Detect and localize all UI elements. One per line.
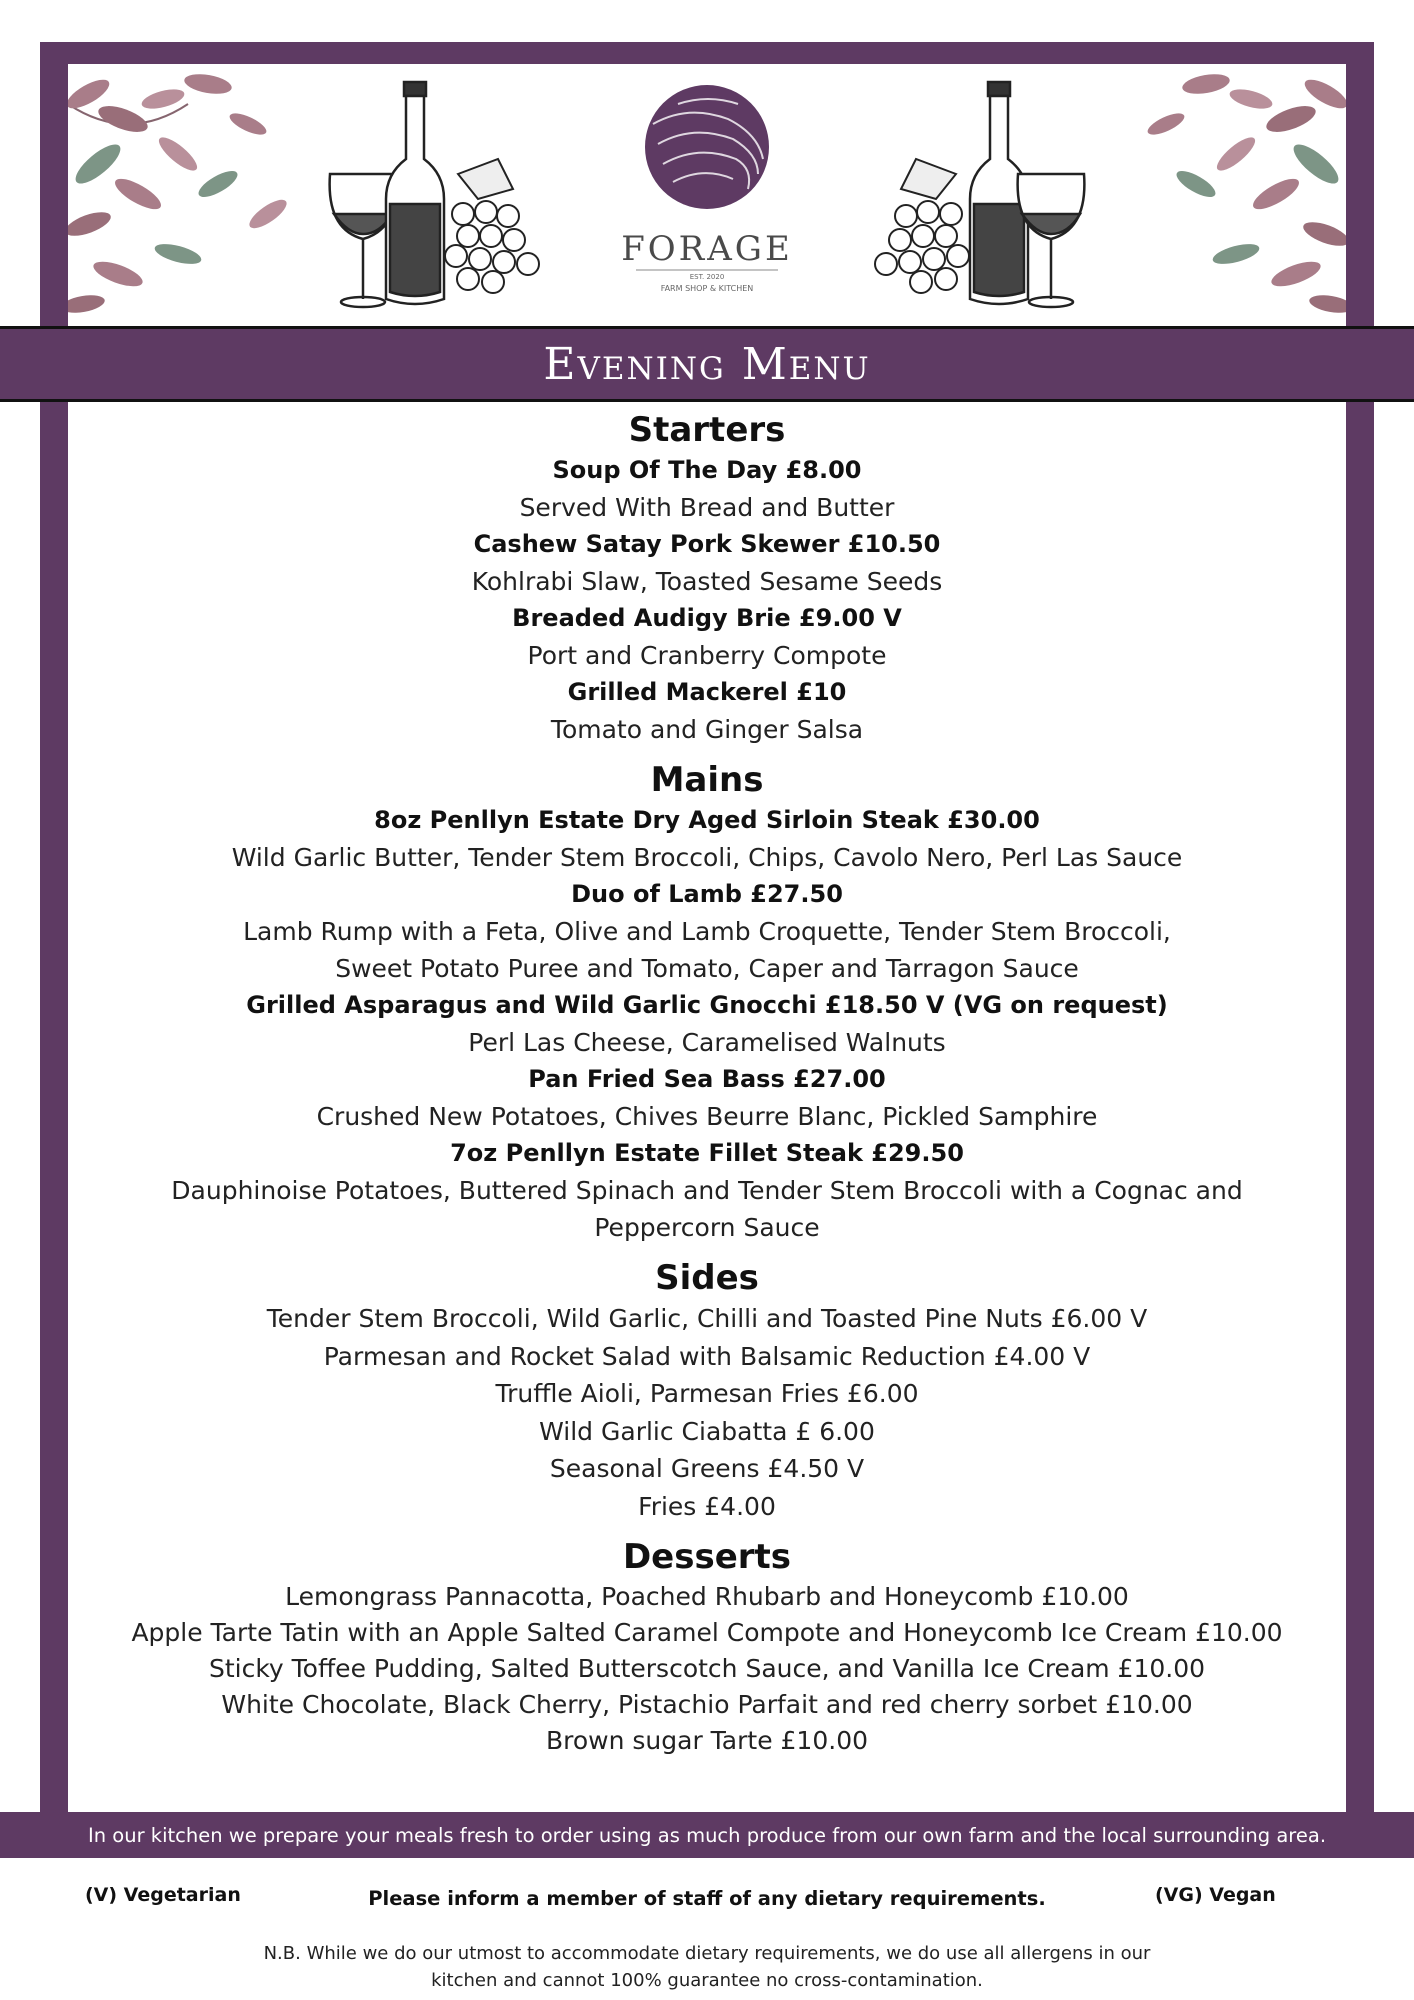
dessert-item: Lemongrass Pannacotta, Poached Rhubarb and Honeycomb £10.00 bbox=[285, 1582, 1129, 1611]
forage-logo bbox=[621, 85, 793, 293]
logo-tagline-text: FARM SHOP & KITCHEN bbox=[660, 284, 754, 293]
starter-item bbox=[68, 674, 1346, 748]
starter-item bbox=[68, 600, 1346, 674]
header-illustration bbox=[68, 64, 1346, 326]
footer-band-text: In our kitchen we prepare your meals fresh to order using as much produce from our own farm and the local surrounding area. bbox=[87, 1823, 1327, 1847]
section-title-sides: Sides bbox=[655, 1258, 759, 1298]
side-item: Tender Stem Broccoli, Wild Garlic, Chilli and Toasted Pine Nuts £6.00 V bbox=[266, 1304, 1148, 1333]
disclaimer-line: kitchen and cannot 100% guarantee no cross-contamination. bbox=[431, 1970, 983, 1991]
dish-name: Grilled Asparagus and Wild Garlic Gnocchi £18.50 V (VG on request) bbox=[246, 991, 1168, 1019]
dish-name: Breaded Audigy Brie £9.00 V bbox=[512, 604, 902, 632]
dessert-item: Apple Tarte Tatin with an Apple Salted Caramel Compote and Honeycomb Ice Cream £10.00 bbox=[131, 1618, 1283, 1647]
dish-description-continued: Peppercorn Sauce bbox=[594, 1213, 820, 1242]
dish-name: 7oz Penllyn Estate Fillet Steak £29.50 bbox=[450, 1139, 964, 1167]
dish-name: Grilled Mackerel £10 bbox=[567, 678, 847, 706]
menu-content bbox=[68, 408, 1346, 1759]
left-foliage-decoration bbox=[68, 71, 291, 316]
main-item bbox=[68, 802, 1346, 876]
frame-left-border bbox=[40, 42, 68, 1812]
right-foliage-decoration bbox=[1145, 71, 1346, 316]
dish-description: Lamb Rump with a Feta, Olive and Lamb Croquette, Tender Stem Broccoli, bbox=[243, 917, 1171, 946]
frame-top-border bbox=[40, 42, 1374, 64]
dish-description: Perl Las Cheese, Caramelised Walnuts bbox=[468, 1028, 946, 1057]
side-item: Wild Garlic Ciabatta £ 6.00 bbox=[539, 1416, 875, 1446]
dessert-item: White Chocolate, Black Cherry, Pistachio Parfait and red cherry sorbet £10.00 bbox=[221, 1690, 1193, 1719]
section-title-starters: Starters bbox=[628, 410, 786, 450]
starter-item bbox=[68, 526, 1346, 600]
left-wine-bottle-icon bbox=[386, 82, 444, 304]
logo-established-text: EST. 2020 bbox=[689, 273, 725, 281]
dish-name: 8oz Penllyn Estate Dry Aged Sirloin Steak £30.00 bbox=[374, 806, 1040, 834]
vegan-legend: (VG) Vegan bbox=[1155, 1884, 1276, 1906]
main-item bbox=[68, 1061, 1346, 1135]
dessert-item: Sticky Toffee Pudding, Salted Butterscotch Sauce, and Vanilla Ice Cream £10.00 bbox=[208, 1654, 1206, 1683]
dish-description: Kohlrabi Slaw, Toasted Sesame Seeds bbox=[471, 567, 943, 596]
main-item bbox=[68, 876, 1346, 987]
dish-description: Dauphinoise Potatoes, Buttered Spinach and Tender Stem Broccoli with a Cognac and bbox=[171, 1176, 1243, 1205]
dish-name: Soup Of The Day £8.00 bbox=[552, 456, 862, 484]
side-item: Fries £4.00 bbox=[638, 1491, 776, 1521]
dish-description: Tomato and Ginger Salsa bbox=[550, 715, 864, 744]
main-item bbox=[68, 1135, 1346, 1246]
menu-title: Evening Menu bbox=[543, 338, 871, 390]
menu-header bbox=[68, 64, 1346, 326]
dietary-notice: Please inform a member of staff of any dietary requirements. bbox=[368, 1887, 1046, 1910]
dish-description: Crushed New Potatoes, Chives Beurre Blanc, Pickled Samphire bbox=[316, 1102, 1098, 1131]
dish-name: Pan Fried Sea Bass £27.00 bbox=[528, 1065, 886, 1093]
section-title-desserts: Desserts bbox=[622, 1537, 792, 1577]
side-item: Parmesan and Rocket Salad with Balsamic Reduction £4.00 V bbox=[323, 1341, 1091, 1371]
main-item bbox=[68, 987, 1346, 1061]
side-item: Seasonal Greens £4.50 V bbox=[549, 1454, 865, 1483]
dish-name: Cashew Satay Pork Skewer £10.50 bbox=[473, 530, 941, 558]
vegetarian-legend: (V) Vegetarian bbox=[85, 1884, 241, 1906]
dish-description-continued: Sweet Potato Puree and Tomato, Caper and Tarragon Sauce bbox=[335, 954, 1079, 983]
dish-description: Wild Garlic Butter, Tender Stem Broccoli, Chips, Cavolo Nero, Perl Las Sauce bbox=[231, 843, 1183, 872]
section-title-mains: Mains bbox=[650, 760, 764, 800]
frame-right-border bbox=[1346, 42, 1374, 1812]
footer-band bbox=[0, 1812, 1414, 1858]
disclaimer-line: N.B. While we do our utmost to accommodate dietary requirements, we do use all allergens in our bbox=[263, 1943, 1151, 1964]
logo-brand-text: FORAGE bbox=[621, 229, 793, 269]
dish-description: Served With Bread and Butter bbox=[519, 493, 895, 522]
menu-title-band bbox=[0, 326, 1414, 402]
dessert-item: Brown sugar Tarte £10.00 bbox=[545, 1726, 869, 1755]
left-grapes-icon bbox=[445, 159, 539, 293]
right-grapes-icon bbox=[875, 159, 969, 293]
side-item: Truffle Aioli, Parmesan Fries £6.00 bbox=[495, 1379, 919, 1408]
starter-item bbox=[68, 452, 1346, 526]
allergen-disclaimer bbox=[0, 1940, 1414, 1994]
dish-description: Port and Cranberry Compote bbox=[527, 641, 887, 670]
dish-name: Duo of Lamb £27.50 bbox=[571, 880, 843, 908]
